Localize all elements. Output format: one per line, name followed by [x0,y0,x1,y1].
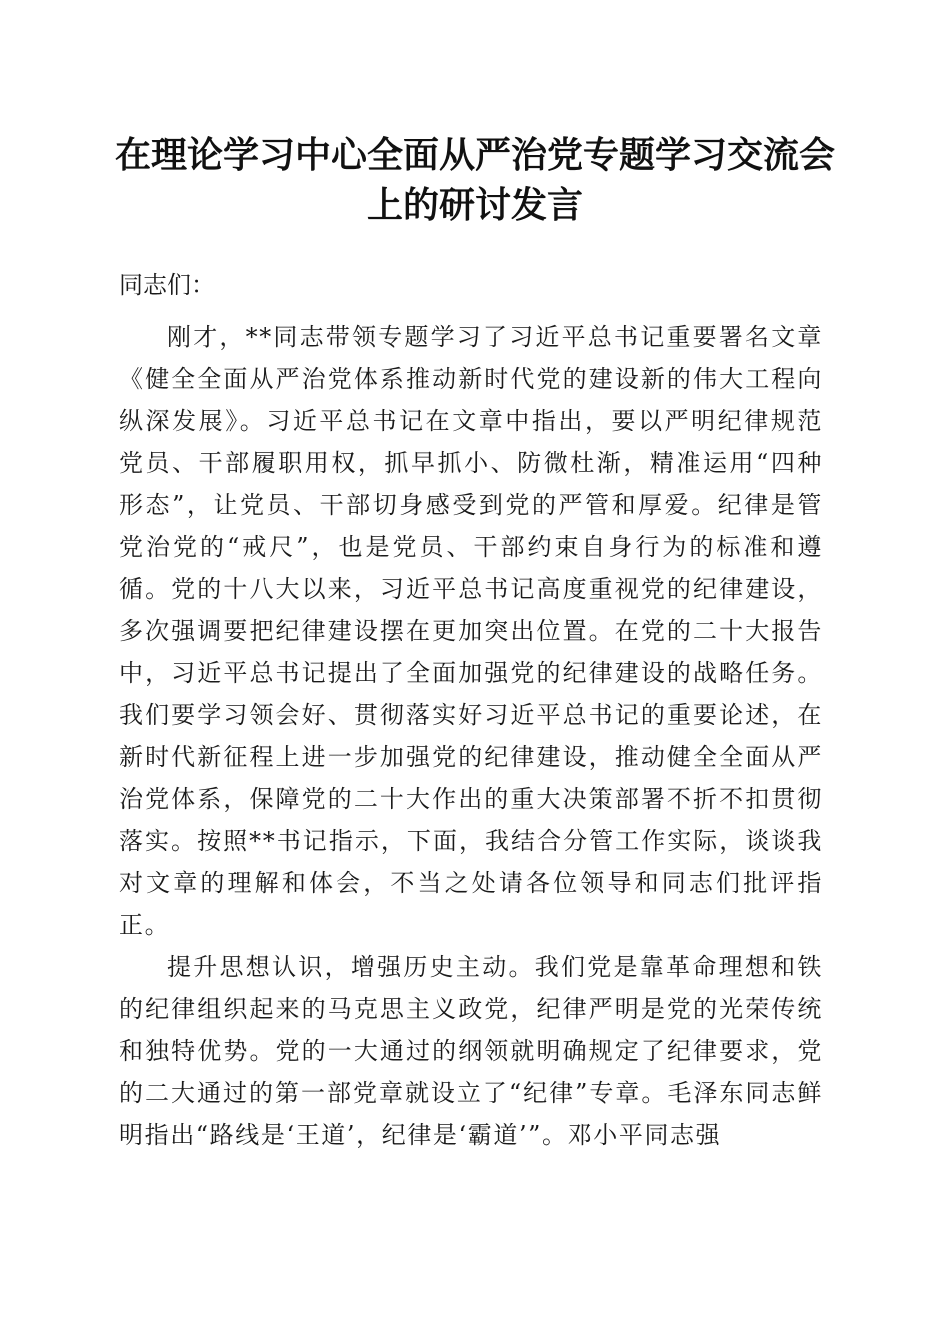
paragraph: 刚才，**同志带领专题学习了习近平总书记重要署名文章《健全全面从严治党体系推动新时代党的建设新的伟大工程向纵深发展》。习近平总书记在文章中指出，要以严明纪律规范党员、干部履职用权，抓早抓小、防微杜渐，精准运用“四种形态”，让党员、干部切身感受到党的严管和厚爱。纪律是管党治党的“戒尺”，也是党员、干部约束自身行为的标准和遵循。党的十八大以来，习近平总书记高度重视党的纪律建设，多次强调要把纪律建设摆在更加突出位置。在党的二十大报告中，习近平总书记提出了全面加强党的纪律建设的战略任务。我们要学习领会好、贯彻落实好习近平总书记的重要论述，在新时代新征程上进一步加强党的纪律建设，推动健全全面从严治党体系，保障党的二十大作出的重大决策部署不折不扣贯彻落实。按照**书记指示，下面，我结合分管工作实际，谈谈我对文章的理解和体会，不当之处请各位领导和同志们批评指正。 [119,323,823,939]
paragraph: 提升思想认识，增强历史主动。我们党是靠革命理想和铁的纪律组织起来的马克思主义政党，纪律严明是党的光荣传统和独特优势。党的一大通过的纲领就明确规定了纪律要求，党的二大通过的第一部党章就设立了“纪律”专章。毛泽东同志鲜明指出“路线是‘王道’，纪律是‘霸道’”。邓小平同志强 [119,953,823,1149]
title-line-2: 上的研讨发言 [366,184,583,226]
title-line-1: 在理论学习中心全面从严治党专题学习交流会 [114,134,835,176]
salutation: 同志们： [119,271,215,299]
document-title [110,130,840,230]
document-body [119,250,823,1156]
